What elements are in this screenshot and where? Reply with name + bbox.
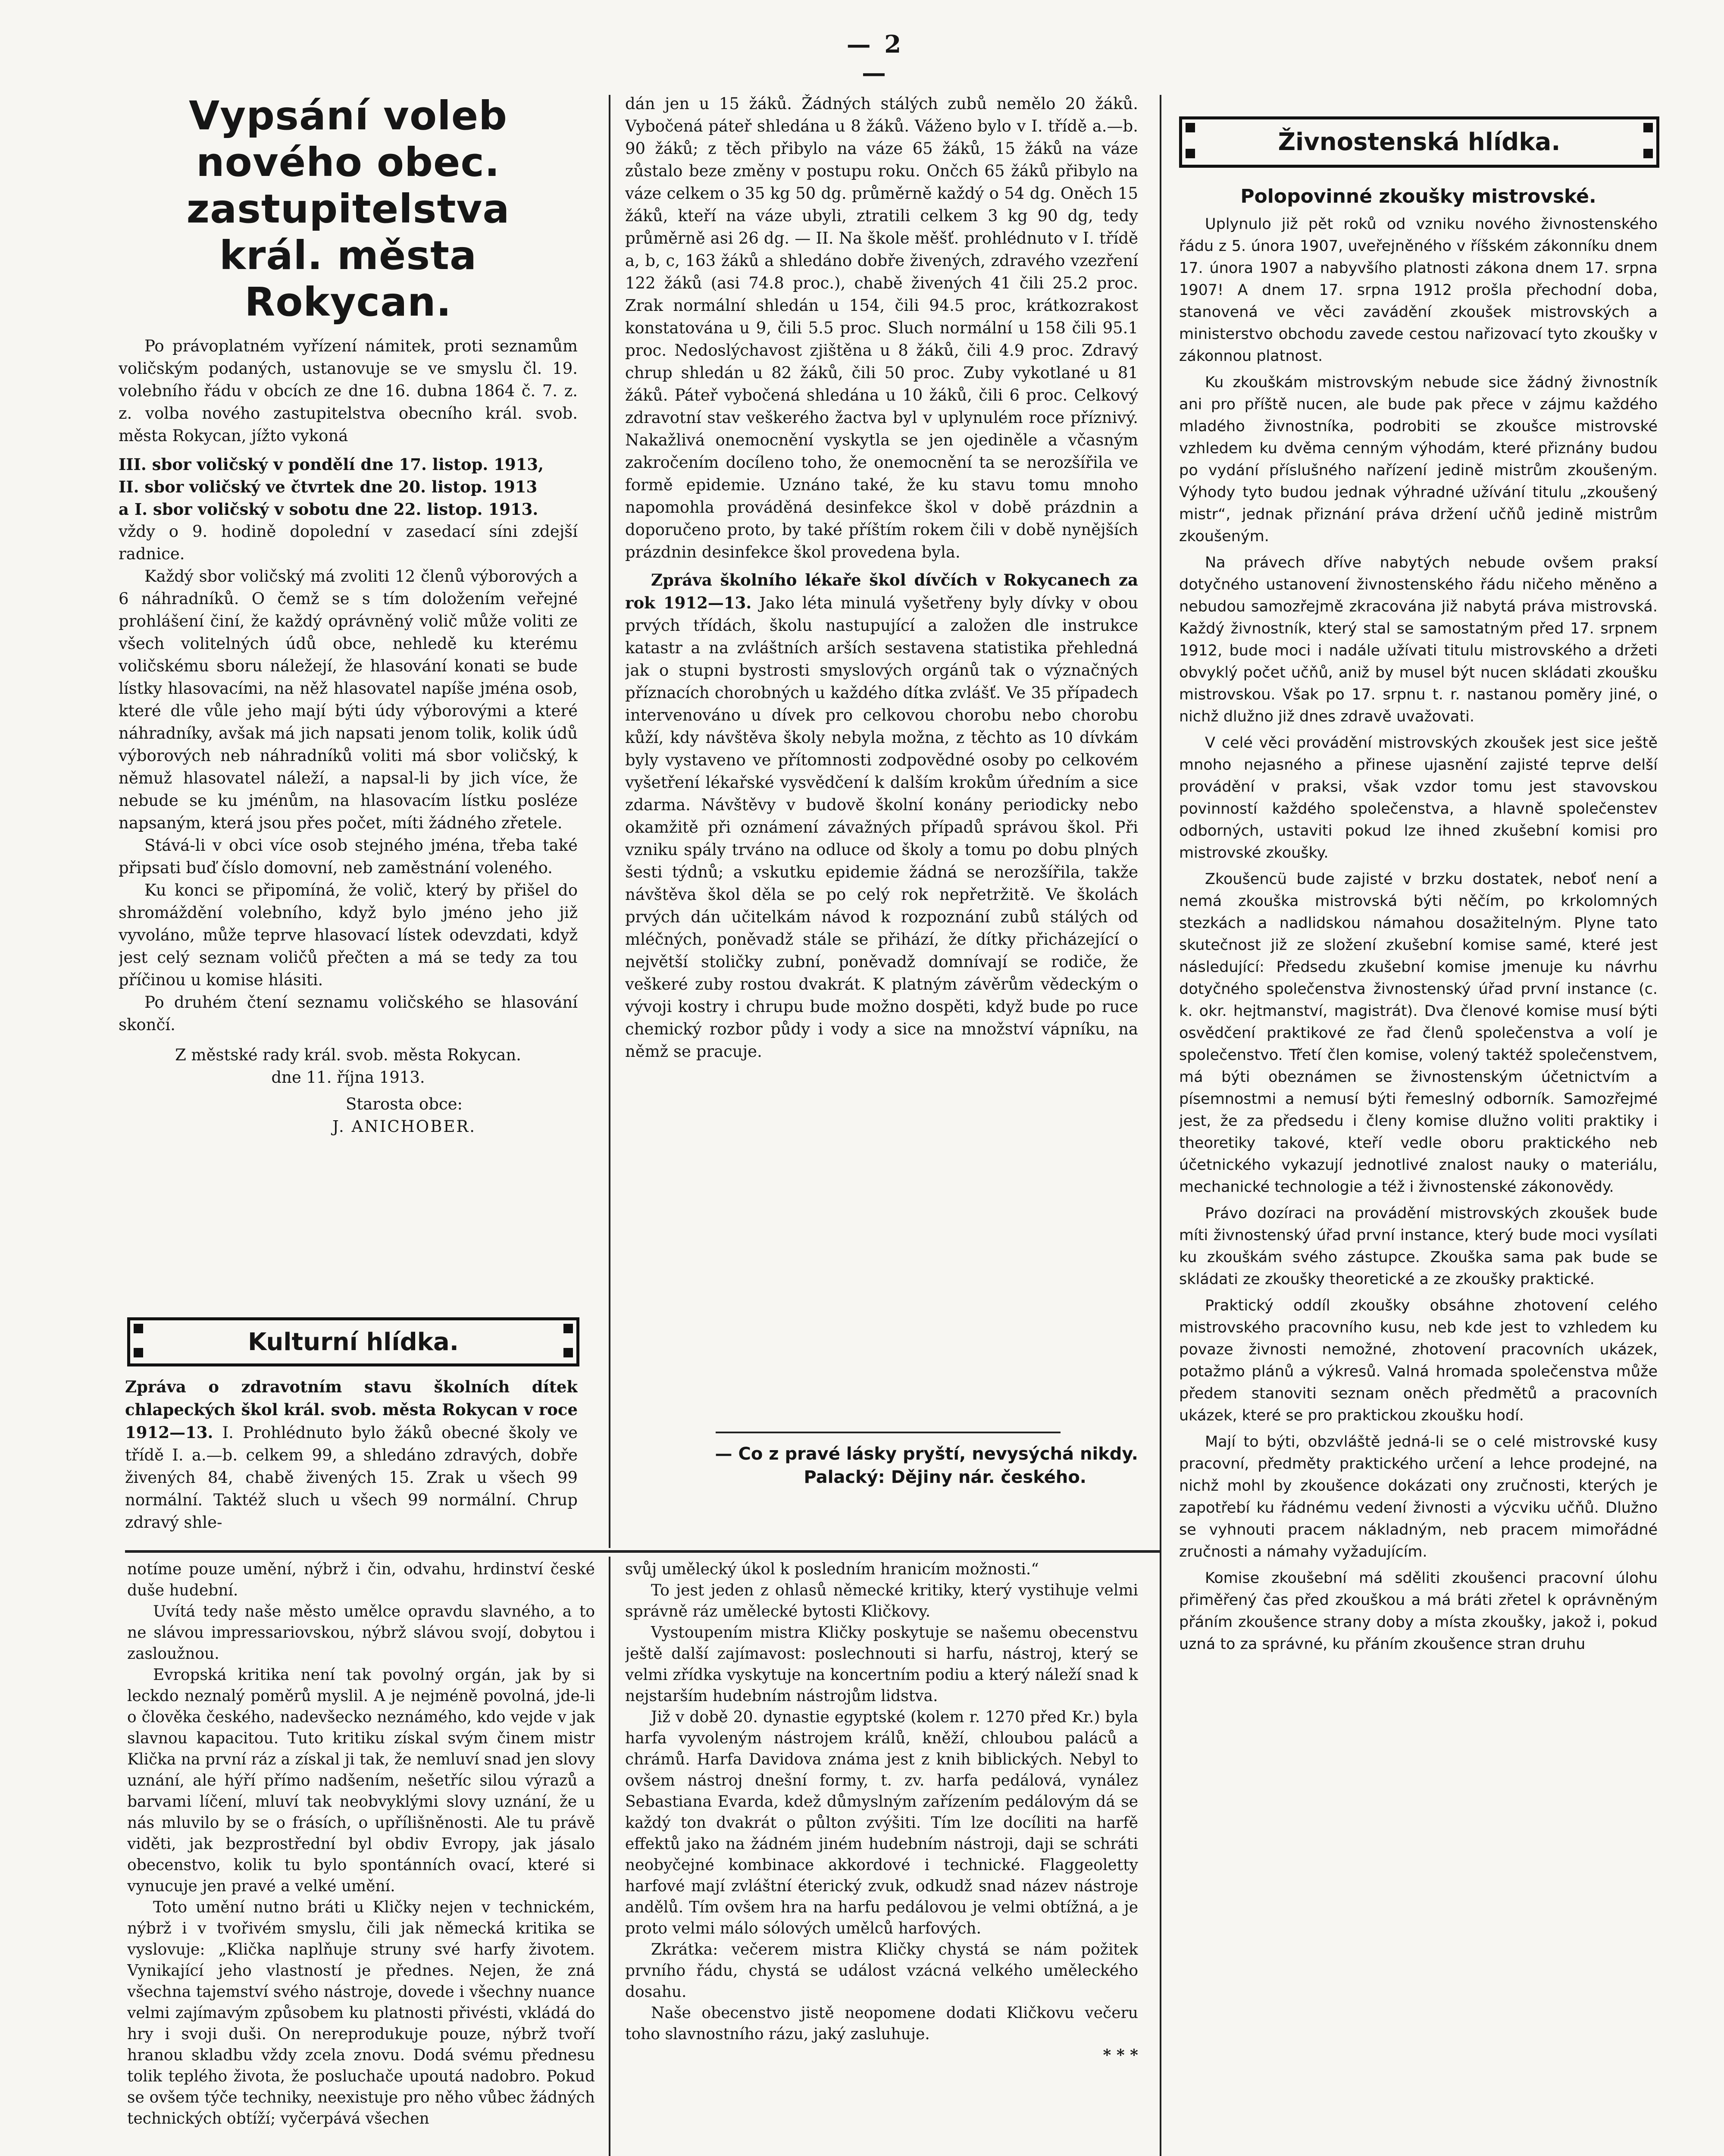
quote-divider [716, 1432, 1061, 1433]
harpist-article-part-1 [127, 1559, 595, 2156]
girls-school-report-lead: Zpráva školního lékaře škol dívčích v Rokycanech za rok 1912—13. [625, 570, 1138, 612]
election-signoff-mayor-name: J. ANICHOBER. [332, 1117, 476, 1136]
palacky-quote [625, 1442, 1138, 1498]
election-signoff-mayor-label: Starosta obce: [346, 1095, 463, 1113]
quote-text: — Co z pravé lásky pryští, nevysýchá nikdy. [715, 1444, 1138, 1464]
column-rule-right [1160, 95, 1161, 2156]
election-sbor-ii: II. sbor voličský ve čtvrtek dne 20. listop. 1913 [119, 477, 538, 496]
school-health-text: dán jen u 15 žáků. Žádných stálých zubů nemělo 20 žáků. Vybočená páteř shledána u 8 žáků. Váženo bylo v I. třídě a.—b. 90 žáků; z těch přibylo na váze 65 žáků, 15 žáků na váze zůstalo beze změny v postupu roku. Ončch 65 žáků přibylo na váze celkem o 35 kg 50 dg. průměrně každý o 54 dg. Oněch 15 žáků, kteří na váze ubyli, ztratili celkem 3 kg 90 dg, tedy průměrně asi 26 dg. — II. Na škole měšť. prohlédnuto v I. třídě a, b, c, 163 žáků a shledáno dobře živených, zdravého vzezření 122 žáků (asi 74.8 proc.), chabě živených 41 čili 25.2 proc. Zrak normální shledán u 154, čili 94.5 proc, krátkozrakost konstatována u 9, čili 5.5 proc. Sluch normální u 158 čili 95.1 proc. Nedoslýchavost zjištěna u 8 žáků, čili 4.9 proc. Zdravý chrup shledán u 82 žáků, čili 50 proc. Zuby vykotlané u 81 žáků. Páteř vybočená shledána u 10 žáků, čili 6 proc. Celkový zdravotní stav veškerého žactva byl v uplynulém roce příznivý. Nakažlivá onemocnění vyskytla se jen ojediněle a včasným zakročením docíleno toho, že onemocnění ta se nerozšířila ve formě epidemie. Uznáno také, že ku stavu tomu mnoho napomohla prováděná desinfekce škol v době prázdnin a doporučeno proto, by také příštím rokem čili v době nynějších prázdnin desinfekce škol provedena byla. [625, 94, 1138, 561]
election-notice [119, 93, 578, 1291]
trade-p1: Uplynulo již pět roků od vzniku nového živnostenského řádu z 5. února 1907, uveřejněného v říšském zákonníku dnem 17. února 1907 a nabyvšího platnosti zákona dnem 17. srpna 1907! A dnem 17. srpna 1912 prošla přechodní doba, stanovená ve věci zavádění zkoušek mistrovských a ministerstvo obchodu zavede cestou nařizovací tyto zkoušky v zákonnou platnost. [1179, 216, 1658, 365]
harpist-p10: Naše obecenstvo jistě neopomene dodati Kličkovu večeru toho slavnostního rázu, jaký zasluhuje. [625, 2004, 1138, 2043]
election-paragraph-2: vždy o 9. hodině dopolední v zasedací síni zdejší radnice. [119, 522, 578, 563]
trade-article-headline: Polopovinné zkoušky mistrovské. [1240, 185, 1596, 207]
election-title-line-2: nového obec. zastupitelstva [186, 139, 510, 232]
harpist-article-part-2 [625, 1559, 1138, 2156]
culture-section-title: Kulturní hlídka. [248, 1328, 459, 1356]
election-paragraph-3: Každý sbor voličský má zvoliti 12 členů výborových a 6 náhradníků. O čemž se s tím doložením veřejné prohlášení činí, že každý oprávněný volič může voliti ze všech volitelných údů obce, nehledě ku kterému voličskému sboru náležejí, že hlasování konati se bude lístky hlasovacími, na něž hlasovatel napíše jména osob, které dle vůle jeho mají býti údy výborovými a které náhradníky, avšak má jich napsati jenom tolik, kolik údů výborových neb náhradníků voliti má sbor voličský, k němuž hlasovatel náleží, a napsal-li by jich více, že nebude se ku jménům, na hlasovacím lístku posléze napsaným, která jsou přes počet, míti žádného zřetele. [119, 567, 578, 832]
harpist-end-stars: * * * [1103, 2046, 1138, 2064]
trade-p8: Mají to býti, obzvláště jedná-li se o celé mistrovské kusy pracovní, předměty praktického určení a lehce prodejné, na nichž mohl by zkoušence dokázati ony zručnosti, kterých je zapotřebí ku řádnému vedení živnosti a výcviku učňů. Dlužno se vyhnouti pracem nákladným, neb pracem mimořádné zručnosti a námahy vyžadujícím. [1179, 1433, 1658, 1561]
school-health-continued [625, 93, 1138, 1419]
election-signoff-council: Z městské rady král. svob. města Rokycan. [175, 1046, 521, 1064]
column-rule-bottom-left [609, 1557, 610, 2156]
column-rule-left [609, 95, 610, 1548]
page-number: — 2 — [846, 30, 904, 87]
trade-section-banner [1179, 116, 1659, 168]
girls-school-report-text: Jako léta minulá vyšetřeny byly dívky v obou prvých třídách, školu nastupující a založen dle instrukce katastr a na zvláštních arších sestavena statistika přehledná jak o stupni bystrosti smyslových orgánů tak o význačných příznacích chorobných u každého dítka zvlášť. Ve 35 případech intervenováno u dívek pro celkovou chorobu nebo chorobu kůží, kdy návštěva školy nebyla možna, z těchto as 10 dívkám byly vystaveno ve přítomnosti zodpovědné osoby po celkovém vyšetření lékařské vysvědčení k dalším krokům úředním a sice zdarma. Návštěvy v budově školní konány periodicky nebo okamžitě při oznámení závažných případů správou škol. Při vzniku spály trváno na odluce od školy a tomu po dobu plných šesti týdnů; a vskutku epidemie žádná se nerozšířila, takže návštěva škol děla se po celý rok nepřetržitě. Ve školách prvých dán učitelkám návod k rozpoznání zubů stálých od mléčných, poněvadž stále se přihází, že dítky přicházející o největší stoličky zubní, poněvadž domnívají se rodiče, že veškeré zuby rostou dvakrát. K platným závěrům vědeckým o vývoji kostry i chrupu bude možno dospěti, když bude po ruce chemický rozbor půdy i vody a sice na množství vápníku, na němž se pracuje. [625, 594, 1138, 1061]
trade-p9: Komise zkoušební má sděliti zkoušenci pracovní úlohu přiměřený čas před zkouškou a má bráti zřetel k oprávněným přáním zkoušence strany doby a místa zkoušky, jakož i, pokud uzná to za správné, ku přáním zkoušence stran druhu [1179, 1570, 1658, 1653]
harpist-p9: Zkrátka: večerem mistra Kličky chystá se nám požitek prvního řádu, chystá se událost vzácná velkého uměleckého dosahu. [625, 1941, 1138, 2001]
harpist-p1: notíme pouze umění, nýbrž i čin, odvahu, hrdinství české duše hudební. [127, 1561, 595, 1599]
culture-report-lead: Zpráva o zdravotním stavu školních dítek chlapeckých škol král. svob. města Rokycan v roce 1912—13. [125, 1377, 578, 1442]
election-paragraph-1: Po právoplatném vyřízení námitek, proti seznamům voličským podaných, ustanovuje se ve smyslu čl. 19. volebního řádu v obcích ze dne 16. dubna 1864 č. 7. z. z. volba nového zastupitelstva obecního král. svob. města Rokycan, jížto vykoná [119, 337, 578, 445]
harpist-p5: svůj umělecký úkol k posledním hranicím možnosti.“ [625, 1561, 1039, 1578]
culture-section-banner [127, 1317, 579, 1366]
trade-p5: Zkoušencü bude zajisté v brzku dostatek, neboť není a nemá zkouška mistrovská býti něčím, po krkolomných stezkách a nadlidskou námahou dosažitelným. Plyne tato skutečnost již ze složení zkušební komise samé, které jest následující: Předsedu zkušební komise jmenuje ku návrhu dotyčného společenstva živnostenský úřad první instance (c. k. okr. hejtmanství, magistrát). Dva členové komise musí býti osvědčení praktikové ze řad členů společenstva a volí je společenstvo. Třetí člen komise, volený taktéž společenstvem, má býti obeznámen se živnostenským účetnictvím a písemnostmi a nemusí býti řemeslný odborník. Samozřejmé jest, že za předsedu i členy komise dlužno voliti praktiky i theoretiky takové, kteří vedle oboru praktického neb účetnického vykazují jednotlivé znalost nauky o materiálu, mechanické technologie a též i živnostenské zákonovědy. [1179, 871, 1658, 1196]
trade-p4: V celé věci provádění mistrovských zkoušek jest sice ještě mnoho nejasného a přinese ujasnění zajisté teprve delší provádění v praksi, však vzdor tomu jest stavovskou povinností každého společenstva, a hlavně společenstev odborných, ustaviti pokud lze ihned zkušební komisi pro mistrovské zkoušky. [1179, 734, 1658, 862]
section-divider [125, 1550, 1160, 1553]
culture-report-text: I. Prohlédnuto bylo žáků obecné školy ve třídě I. a.—b. celkem 99, a shledáno zdravých, dobře živených 84, chabě živených 15. Zrak u všech 99 normální. Taktéž sluch u všech 99 normální. Chrup zdravý shle- [125, 1423, 578, 1532]
harpist-p6: To jest jeden z ohlasů německé kritiky, který vystihuje velmi správně ráz umělecké bytosti Kličkovy. [625, 1582, 1138, 1620]
election-sbor-iii: III. sbor voličský v pondělí dne 17. listop. 1913, [119, 455, 544, 474]
harpist-p8: Již v době 20. dynastie egyptské (kolem r. 1270 před Kr.) byla harfa vyvoleným nástrojem králů, kněží, chloubou paláců a chrámů. Harfa Davidova známa jest z knih biblických. Nebyl to ovšem nástroj dnešní formy, t. zv. harfa pedálová, vynález Sebastiana Evarda, kdež důmyslným zařízením pedálovým dá se každý ton dvakrát o půlton zvýšiti. Tím lze docíliti na harfě effektů jako na žádném jiném hudebním nástroji, daji se schráti neobyčejné kombinace akkordové i technické. Flaggeoletty harfové mají zvláštní éterický zvuk, odkudž snad název nástroje andělů. Tím ovšem hra na harfu pedálovou je velmi obtížná, a je proto velmi málo sólových umělců harfových. [625, 1708, 1138, 1937]
election-paragraph-5: Ku konci se připomíná, že volič, který by přišel do shromáždění volebního, když bylo jméno jeho již vyvoláno, může teprve hlasovací lístek odevzdati, když jest celý seznam voličů přečten a má se tedy za tou příčinou u komise hlásiti. [119, 881, 578, 989]
harpist-p7: Vystoupením mistra Kličky poskytuje se našemu obecenstvu ještě další zajímavost: poslechnouti si harfu, nástroj, který se velmi zřídka vyskytuje na koncertním podiu a který náleží snad k nejstarším hudebním nástrojům lidstva. [625, 1624, 1138, 1705]
election-sbor-i: a I. sbor voličský v sobotu dne 22. listop. 1913. [119, 500, 538, 519]
trade-p6: Právo dozíraci na provádění mistrovských zkoušek bude míti živnostenský úřad první instance, který bude moci vysílati ku zkouškám svého zástupce. Zkouška sama pak bude se skládati ze zkoušky theoretické a ze zkoušky praktické. [1179, 1205, 1658, 1288]
trade-article [1179, 185, 1658, 2156]
harpist-p2: Uvítá tedy naše město umělce opravdu slavného, a to ne slávou impressariovskou, nýbrž slávou svojí, dobytou i zasloužnou. [127, 1603, 595, 1663]
trade-section-title: Živnostenská hlídka. [1278, 128, 1561, 156]
trade-p3: Na právech dříve nabytých nebude ovšem praksí dotyčného ustanovení živnostenského řádu ničeho měněno a nebudou samozřejmě zkracována již nabytá práva mistrovská. Každý živnostník, který stal se samostatným před 17. srpnem 1912, bude moci i nadále užívati titulu mistrovského a držeti obvyklý počet učňů, aniž by musel být nucen skládati zkoušku mistrovskou. Však po 17. srpnu t. r. nastanou poměry jiné, o nichž dlužno již dnes zdravě uvažovati. [1179, 554, 1658, 725]
harpist-p4: Toto umění nutno bráti u Kličky nejen v technickém, nýbrž i v tvořivém smyslu, čili jak německá kritika se vyslovuje: „Klička naplňuje struny své harfy životem. Vynikající jeho vlastností je přednes. Nejen, že zná všechna tajemství svého nástroje, dovede i všechny nuance velmi zajímavým způsobem ku platnosti přivésti, vkládá do hry i svoji duši. On nereprodukuje pouze, nýbrž tvoří hranou skladbu vždy zcela znovu. Dodá svému přednesu tolik teplého života, že posluchače upoutá nadobro. Pokud se ovšem týče techniky, neexistuje pro něho vůbec žádných technických obtíží; vyčerpává všechen [127, 1899, 595, 2128]
election-title-line-1: Vypsání voleb [189, 93, 507, 139]
culture-report [125, 1376, 578, 1539]
trade-p2: Ku zkouškám mistrovským nebude sice žádný živnostník ani pro příště nucen, ale bude pak přece v zájmu každého mladého živnostníka, podrobiti se zkoušce mistrovské vzhledem ku dvěma cenným výhodám, které přiznány budou po vydání příslušného nařízení jedině mistrům zkoušeným. Výhody tyto budou jednak výhradné užívání titulu „zkoušený mistr“, jednak přiznání práva držení učňů jedině mistrům zkoušeným. [1179, 374, 1658, 545]
trade-p7: Praktický oddíl zkoušky obsáhne zhotovení celého mistrovského pracovního kusu, neb kde jest to vzhledem ku povaze živnosti nemožné, zhotovení pracovních ukázek, potažmo plánů a výkresů. Valná hromada společenstva může předem stanoviti seznam oněch předmětů a pracovních ukázek, které se pro praktickou zkoušku hodí. [1179, 1297, 1658, 1424]
election-paragraph-6: Po druhém čtení seznamu voličského se hlasování skončí. [119, 993, 578, 1034]
election-paragraph-4: Stává-li v obci více osob stejného jména, třeba také připsati buď číslo domovní, neb zaměstnání voleného. [119, 836, 578, 877]
election-signoff-date: dne 11. října 1913. [271, 1068, 425, 1087]
quote-source: Palacký: Dějiny nár. českého. [804, 1467, 1086, 1487]
harpist-p3: Evropská kritika není tak povolný orgán, jak by si leckdo neznalý poměrů myslil. A je nejméně povolná, jde-li o člověka českého, nadevšecko neznámého, kdo vejde v jak slavnou kapacitou. Tuto kritiku získal svým činem mistr Kličkа na první ráz a získal ji tak, že nemluví snad jen slovy uznání, ale hýří přímo nadšením, nešetříc silou výrazů a barvami líčení, mluví tak neobvyklými slovy uznání, že u nás mluvilo by se o frásích, o upřílišněnosti. Ale tu právě viděti, jak bezprostřední byl obdiv Evropy, jak jásalo obecenstvo, kolik tu bylo spontánních ovací, které si vynucuje jen pravé a velké umění. [127, 1666, 595, 1895]
election-title-line-3: král. města Rokycan. [219, 232, 477, 325]
